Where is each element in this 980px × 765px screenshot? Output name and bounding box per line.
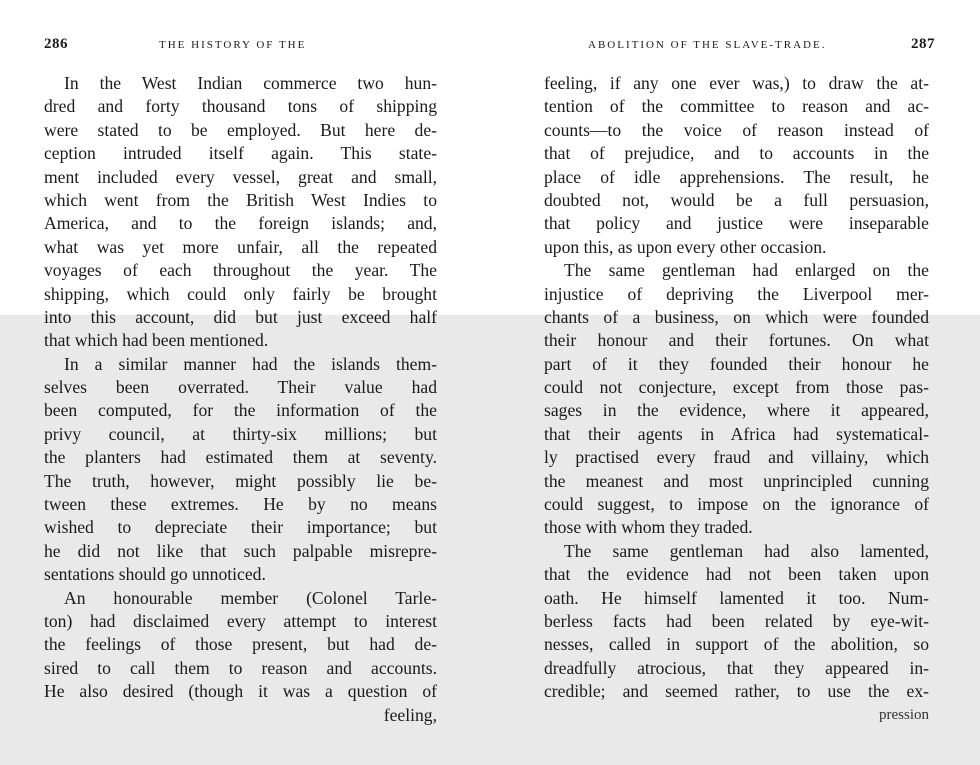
text-line: selves been overrated. Their value had <box>44 377 437 398</box>
text-line: injustice of depriving the Liverpool mer- <box>544 283 929 304</box>
text-line: In a similar manner had the islands them- <box>64 353 437 374</box>
text-line: that which had been mentioned. <box>44 330 269 351</box>
text-line: dred and forty thousand tons of shipping <box>44 96 437 117</box>
text-line: which went from the British West Indies to <box>44 189 437 210</box>
text-line: An honourable member (Colonel Tarle- <box>64 587 437 608</box>
text-line: ton) had disclaimed every attempt to interest <box>44 610 437 631</box>
catchword: feeling, <box>383 704 437 725</box>
text-line: The same gentleman had enlarged on the <box>564 260 929 281</box>
right-running-title: ABOLITION OF THE SLAVE-TRADE. <box>588 39 827 51</box>
text-line: the meanest and most unprincipled cunning <box>544 470 929 491</box>
right-page-number: 287 <box>911 36 935 52</box>
text-line: sentations should go unnoticed. <box>44 564 266 585</box>
text-line: been computed, for the information of the <box>44 400 437 421</box>
right-page <box>490 0 980 765</box>
left-page-number: 286 <box>44 36 68 52</box>
left-page-text <box>44 72 437 727</box>
text-line: oath. He himself lamented it too. Num- <box>544 587 929 608</box>
text-line: that of prejudice, and to accounts in the <box>544 143 929 164</box>
text-line: wished to depreciate their importance; but <box>44 517 437 538</box>
text-line: counts—to the voice of reason instead of <box>544 119 929 140</box>
text-line: nesses, called in support of the abolition, so <box>544 634 929 655</box>
text-line: could suggest, to impose on the ignorance of <box>544 494 929 515</box>
text-line: ly practised every fraud and villainy, which <box>544 447 929 468</box>
text-line: chants of a business, on which were founded <box>544 306 929 327</box>
text-line: He also desired (though it was a question of <box>44 681 437 702</box>
text-line: that their agents in Africa had systematical- <box>544 423 929 444</box>
text-line: In the West Indian commerce two hun- <box>64 73 437 93</box>
text-line: berless facts had been related by eye-wit- <box>544 610 929 631</box>
text-line: those with whom they traded. <box>544 517 753 538</box>
text-line: voyages of each throughout the year. The <box>44 260 437 281</box>
text-line: doubted not, would be a full persuasion, <box>544 189 929 210</box>
text-line: upon this, as upon every other occasion. <box>544 236 827 257</box>
text-line: ment included every vessel, great and small, <box>44 166 437 187</box>
right-running-head <box>588 36 935 56</box>
text-line: dreadfully atrocious, that they appeared in- <box>544 657 929 678</box>
text-line: the planters had estimated them at seventy. <box>44 447 437 468</box>
text-line: shipping, which could only fairly be brought <box>44 283 437 304</box>
text-line: The same gentleman had also lamented, <box>564 540 929 561</box>
text-line: that policy and justice were inseparable <box>544 213 929 234</box>
text-line: into this account, did but just exceed half <box>44 306 437 327</box>
catchword: pression <box>879 706 929 723</box>
text-line: privy council, at thirty-six millions; but <box>44 423 437 444</box>
text-line: the feelings of those present, but had de- <box>44 634 437 655</box>
left-running-title: THE HISTORY OF THE <box>159 39 307 51</box>
text-line: sages in the evidence, where it appeared, <box>544 400 929 421</box>
text-line: that the evidence had not been taken upon <box>544 564 929 585</box>
text-line: ception intruded itself again. This state- <box>44 143 437 164</box>
text-line: part of it they founded their honour he <box>544 353 929 374</box>
text-line: credible; and seemed rather, to use the ex- <box>544 681 929 702</box>
text-line: tween these extremes. He by no means <box>44 494 437 515</box>
text-line: were stated to be employed. But here de- <box>44 119 437 140</box>
text-line: The truth, however, might possibly lie be- <box>44 470 437 491</box>
text-line: tention of the committee to reason and ac- <box>544 96 929 117</box>
text-line: their honour and their fortunes. On what <box>544 330 929 351</box>
text-line: feeling, if any one ever was,) to draw the at- <box>544 73 929 93</box>
text-line: sired to call them to reason and accounts. <box>44 657 437 678</box>
left-running-head <box>44 36 439 56</box>
text-line: could not conjecture, except from those pas- <box>544 377 929 398</box>
right-page-text <box>544 72 929 727</box>
text-line: place of idle apprehensions. The result, he <box>544 166 929 187</box>
text-line: America, and to the foreign islands; and, <box>44 213 437 234</box>
text-line: what was yet more unfair, all the repeated <box>44 236 437 257</box>
text-line: he did not like that such palpable misrepre- <box>44 540 437 561</box>
